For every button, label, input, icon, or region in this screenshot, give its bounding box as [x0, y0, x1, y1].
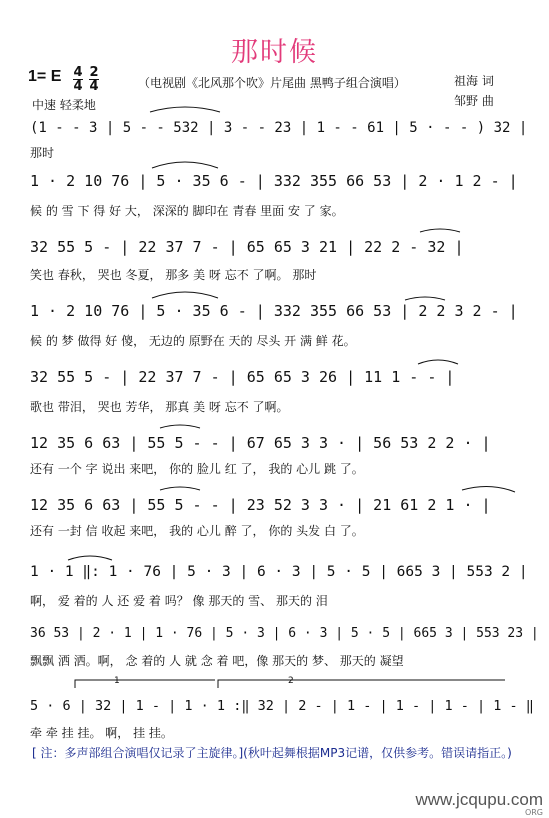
- composer-credit: 邹野 曲: [454, 94, 494, 108]
- system-2-notes: 1 · 2 10 76 | 5 · 35 6 - | 332 355 66 53 | 2 · 1 2 - |: [30, 172, 518, 190]
- system-5-notes: 32 55 5 - | 22 37 7 - | 65 65 3 26 | 11 1 - - |: [30, 368, 455, 386]
- time-sig-bottom: 4: [89, 79, 99, 94]
- slur-mark: [68, 556, 112, 560]
- key-signature: 1= E: [28, 68, 62, 85]
- system-9-notes: 36 53 | 2 · 1 | 1 · 76 | 5 · 3 | 6 · 3 | 5 · 5 | 665 3 | 553 23 |: [30, 626, 539, 641]
- time-sig-top: 2: [89, 65, 99, 80]
- system-6-lyrics: 还有 一个 字 说出 来吧， 你的 脸儿 红 了， 我的 心儿 跳 了。: [30, 462, 364, 476]
- time-signature-4-4: [73, 66, 83, 93]
- system-10-notes: 5 · 6 | 32 | 1 - | 1 · 1 :‖ 32 | 2 - | 1 - | 1 - | 1 - | 1 - ‖: [30, 698, 534, 714]
- volta-2-bracket: [218, 680, 505, 688]
- tempo-marking: 中速 轻柔地: [32, 98, 96, 112]
- volta-1-bracket: [75, 680, 215, 688]
- slur-mark: [405, 297, 445, 300]
- system-8-lyrics: 啊， 爱 着的 人 还 爱 着 吗？ 像 那天的 雪、 那天的 泪: [30, 594, 328, 608]
- footnote: [ 注：多声部组合演唱仅记录了主旋律。](秋叶起舞根据MP3记谱，仅供参考。错误请指正。): [32, 746, 512, 760]
- system-2-lyrics: 候 的 雪 下 得 好 大， 深深的 脚印在 青春 里面 安 了 家。: [30, 204, 344, 218]
- slur-mark: [462, 486, 515, 492]
- source-note: （电视剧《北风那个吹》片尾曲 黑鸭子组合演唱）: [138, 76, 406, 90]
- time-signature-2-4: [89, 66, 99, 93]
- system-1-lyrics: 那时: [30, 146, 55, 160]
- system-10-lyrics: 牵 牵 挂 挂。 啊， 挂 挂。: [30, 726, 173, 740]
- system-1-notes: (1 - - 3 | 5 - - 532 | 3 - - 23 | 1 - - 61 | 5 · - - ) 32 |: [30, 120, 528, 136]
- volta-1-label: 1: [114, 676, 120, 686]
- system-7-notes: 12 35 6 63 | 55 5 - - | 23 52 3 3 · | 21 61 2 1 · |: [30, 496, 491, 514]
- system-4-lyrics: 候 的 梦 做得 好 傻， 无边的 原野在 天的 尽头 开 满 鲜 花。: [30, 334, 356, 348]
- volta-2-label: 2: [288, 676, 294, 686]
- system-4-notes: 1 · 2 10 76 | 5 · 35 6 - | 332 355 66 53 | 2 2 3 2 - |: [30, 302, 518, 320]
- system-8-notes: 1 · 1 ‖: 1 · 76 | 5 · 3 | 6 · 3 | 5 · 5 | 665 3 | 553 2 |: [30, 564, 528, 580]
- slur-mark: [160, 487, 200, 490]
- slur-mark: [150, 107, 220, 112]
- system-3-lyrics: 笑也 春秋， 哭也 冬夏， 那多 美 呀 忘不 了啊。 那时: [30, 268, 317, 282]
- time-sig-top: 4: [73, 65, 83, 80]
- system-3-notes: 32 55 5 - | 22 37 7 - | 65 65 3 21 | 22 2 - 32 |: [30, 238, 464, 256]
- system-6-notes: 12 35 6 63 | 55 5 - - | 67 65 3 3 · | 56 53 2 2 · |: [30, 434, 491, 452]
- slur-mark: [418, 360, 458, 364]
- slur-mark: [160, 425, 200, 428]
- watermark: www.jcqupu.com: [415, 790, 543, 809]
- slur-mark: [152, 292, 218, 298]
- system-9-lyrics: 飘飘 洒 洒。啊， 念 着的 人 就 念 着 吧，像 那天的 梦、 那天的 凝望: [30, 654, 404, 668]
- song-title: 那时候: [231, 37, 318, 68]
- time-sig-bottom: 4: [73, 79, 83, 94]
- lyricist-credit: 祖海 词: [454, 74, 494, 88]
- watermark-small: ORG: [524, 808, 543, 817]
- slur-mark: [420, 229, 460, 232]
- system-7-lyrics: 还有 一封 信 收起 来吧， 我的 心儿 醉 了， 你的 头发 白 了。: [30, 524, 364, 538]
- system-5-lyrics: 歌也 带泪， 哭也 芳华， 那真 美 呀 忘不 了啊。: [30, 400, 289, 414]
- slur-mark: [152, 162, 218, 168]
